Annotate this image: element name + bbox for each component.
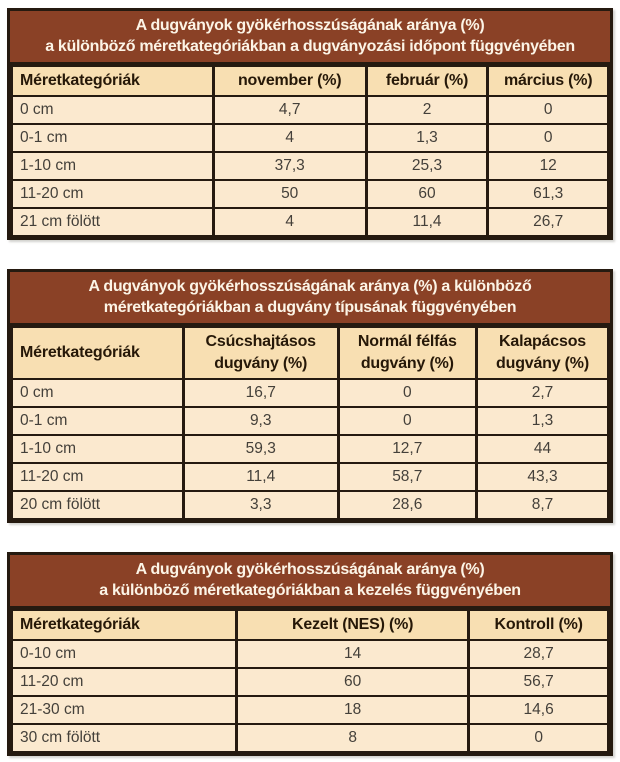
column-header: Kalapácsos dugvány (%) (477, 327, 609, 379)
row-label: 11-20 cm (12, 668, 237, 696)
table-cell: 44 (477, 435, 609, 463)
table-title-line-1: A dugványok gyökérhosszúságának aránya (%) (135, 17, 485, 34)
table-cell: 0 (488, 124, 609, 152)
table-cell: 4 (213, 208, 366, 236)
column-header: március (%) (488, 66, 609, 96)
table-cell: 14 (237, 640, 469, 668)
table-cell: 60 (366, 180, 488, 208)
table-rooting-by-cutting-type (7, 269, 613, 523)
row-label: 21 cm fölött (12, 208, 214, 236)
table-cell: 8 (237, 724, 469, 752)
table-title-line-2: a különböző méretkategóriákban a dugványozási időpont függvényében (45, 38, 575, 55)
table-cell: 2,7 (477, 379, 609, 407)
table-cell: 1,3 (477, 407, 609, 435)
table-row (12, 640, 609, 668)
table-cell: 12 (488, 152, 609, 180)
table-cell: 16,7 (183, 379, 338, 407)
table-cell: 50 (213, 180, 366, 208)
table-cell: 14,6 (469, 696, 609, 724)
table-cell: 18 (237, 696, 469, 724)
column-header: november (%) (213, 66, 366, 96)
row-label: 0 cm (12, 96, 214, 124)
table-title-line-2: a különböző méretkategóriákban a kezelés függvényében (99, 582, 521, 599)
table-row (12, 180, 609, 208)
table-cell: 59,3 (183, 435, 338, 463)
table-row (12, 696, 609, 724)
table-cell: 0 (469, 724, 609, 752)
table-title (10, 555, 610, 609)
row-label: 0-1 cm (12, 124, 214, 152)
table-row (12, 407, 609, 435)
table-cell: 26,7 (488, 208, 609, 236)
table-rooting-by-treatment (7, 552, 613, 756)
column-header: február (%) (366, 66, 488, 96)
data-table (10, 609, 610, 753)
table-cell: 11,4 (183, 463, 338, 491)
table-rooting-by-planting-time (7, 8, 613, 240)
table-cell: 9,3 (183, 407, 338, 435)
data-table (10, 65, 610, 237)
table-cell: 4 (213, 124, 366, 152)
table-title (10, 11, 610, 65)
table-row (12, 124, 609, 152)
column-header: Csúcshajtásos dugvány (%) (183, 327, 338, 379)
row-label: 20 cm fölött (12, 491, 184, 519)
table-row (12, 379, 609, 407)
table-cell: 3,3 (183, 491, 338, 519)
table-cell: 61,3 (488, 180, 609, 208)
table-cell: 12,7 (338, 435, 477, 463)
row-label: 11-20 cm (12, 463, 184, 491)
row-label: 30 cm fölött (12, 724, 237, 752)
column-header: Normál félfás dugvány (%) (338, 327, 477, 379)
table-cell: 0 (488, 96, 609, 124)
table-title-line-1: A dugványok gyökérhosszúságának aránya (%) a különböző (88, 278, 532, 295)
table-cell: 37,3 (213, 152, 366, 180)
table-title-line-1: A dugványok gyökérhosszúságának aránya (%) (135, 561, 485, 578)
table-cell: 0 (338, 379, 477, 407)
table-row (12, 724, 609, 752)
column-header: Kontroll (%) (469, 610, 609, 640)
header-row (12, 66, 609, 96)
row-label: 21-30 cm (12, 696, 237, 724)
header-row (12, 610, 609, 640)
table-row (12, 96, 609, 124)
row-label: 0-1 cm (12, 407, 184, 435)
column-header: Méretkategóriák (12, 327, 184, 379)
table-row (12, 668, 609, 696)
table-row (12, 491, 609, 519)
row-label: 0 cm (12, 379, 184, 407)
table-row (12, 463, 609, 491)
table-title-line-2: méretkategóriákban a dugvány típusának függvényében (103, 299, 517, 316)
header-row (12, 327, 609, 379)
column-header: Kezelt (NES) (%) (237, 610, 469, 640)
row-label: 1-10 cm (12, 435, 184, 463)
row-label: 0-10 cm (12, 640, 237, 668)
table-row (12, 152, 609, 180)
column-header: Méretkategóriák (12, 66, 214, 96)
row-label: 11-20 cm (12, 180, 214, 208)
table-row (12, 435, 609, 463)
table-cell: 0 (338, 407, 477, 435)
table-cell: 25,3 (366, 152, 488, 180)
table-row (12, 208, 609, 236)
table-cell: 60 (237, 668, 469, 696)
table-cell: 11,4 (366, 208, 488, 236)
table-cell: 2 (366, 96, 488, 124)
table-cell: 43,3 (477, 463, 609, 491)
table-cell: 56,7 (469, 668, 609, 696)
table-title (10, 272, 610, 326)
table-cell: 28,7 (469, 640, 609, 668)
column-header: Méretkategóriák (12, 610, 237, 640)
table-cell: 4,7 (213, 96, 366, 124)
row-label: 1-10 cm (12, 152, 214, 180)
table-cell: 1,3 (366, 124, 488, 152)
table-cell: 58,7 (338, 463, 477, 491)
table-cell: 28,6 (338, 491, 477, 519)
data-table (10, 326, 610, 520)
table-cell: 8,7 (477, 491, 609, 519)
